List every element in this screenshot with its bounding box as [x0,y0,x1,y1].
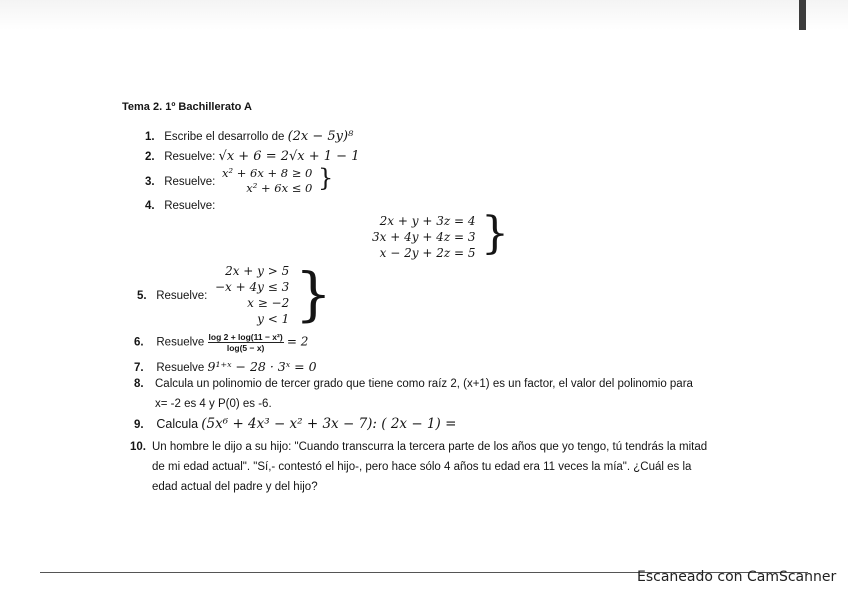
exercise-4 [145,200,215,212]
exercise-7 [134,359,317,374]
exercise-3-line-1: x² + 6x + 8 ≥ 0 [222,166,313,180]
exercise-4-line-3: x − 2y + 2z = 5 [379,246,476,260]
scan-edge-mark [799,0,806,30]
scan-top-shadow [0,0,848,30]
exercise-5 [137,290,207,302]
exercise-2 [145,149,359,164]
exercise-4-brace: } [481,208,509,259]
exercise-3 [145,176,215,188]
exercise-5-line-1: 2x + y > 5 [225,264,290,278]
exercise-6-numerator: log 2 + log(11 − x²) [208,332,283,342]
exercise-9-math: (5x⁶ + 4x³ − x² + 3x − 7): ( 2x − 1) = [201,416,457,432]
exercise-9-text: Calcula [156,417,199,431]
exercise-5-number: 5. [137,290,147,302]
exercise-5-line-2: −x + 4y ≤ 3 [215,280,290,294]
exercise-2-number: 2. [145,151,155,163]
exercise-9 [134,416,456,432]
exercise-3-number: 3. [145,176,155,188]
exercise-5-text: Resuelve: [156,290,208,302]
exercise-4-text: Resuelve: [164,200,216,212]
exercise-2-text: Resuelve: [164,151,216,163]
exercise-5-line-3: x ≥ −2 [247,296,290,310]
exercise-9-number: 9. [134,419,144,431]
exercise-6-fraction [208,332,284,353]
exercise-6-math: = 2 [286,334,309,349]
exercise-5-brace: } [295,260,332,328]
exercise-4-line-2: 3x + 4y + 4z = 3 [372,230,476,244]
exercise-7-math: 9¹⁺ˣ − 28 · 3ˣ = 0 [207,359,317,374]
exercise-6 [134,332,308,353]
exercise-10-number: 10. [130,441,146,453]
scanner-watermark: Escaneado con CamScanner [637,569,837,585]
exercise-1-math: (2x − 5y)⁸ [287,129,354,144]
exercise-6-number: 6. [134,336,144,349]
exercise-3-brace: } [318,164,334,192]
exercise-7-text: Resuelve [156,362,205,374]
exercise-4-line-1: 2x + y + 3z = 4 [379,214,476,228]
exercise-3-text: Resuelve: [164,176,216,188]
exercise-8-number: 8. [134,378,144,390]
exercise-4-number: 4. [145,200,155,212]
exercise-10-text: Un hombre le dijo a su hijo: "Cuando transcurra la tercera parte de los años que yo tengo, tú tendrás la mitad de mi edad actual". "Sí,- contestó el hijo-, pero hace sólo 4 años tu edad era 11 veces la mía". ¿Cuál es la edad actual del padre y del hijo? [152,441,708,493]
exercise-3-line-2: x² + 6x ≤ 0 [246,181,313,195]
exercise-6-denominator: log(5 − x) [226,343,265,353]
exercise-5-system [215,263,289,327]
exercise-1 [145,129,353,144]
exercise-6-text: Resuelve [156,336,205,349]
exercise-8-text: Calcula un polinomio de tercer grado que tiene como raíz 2, (x+1) es un factor, el valor del polinomio para x= -2 es 4 y P(0) es -6. [155,378,693,410]
exercise-1-number: 1. [145,131,155,143]
exercise-1-text: Escribe el desarrollo de [164,131,285,143]
exercise-4-system [372,213,475,261]
exercise-3-system [222,166,312,196]
exercise-5-line-4: y < 1 [257,312,290,326]
page-title: Tema 2. 1º Bachillerato A [122,101,252,113]
exercise-2-math: √x + 6 = 2√x + 1 − 1 [218,149,360,164]
exercise-7-number: 7. [134,362,144,374]
